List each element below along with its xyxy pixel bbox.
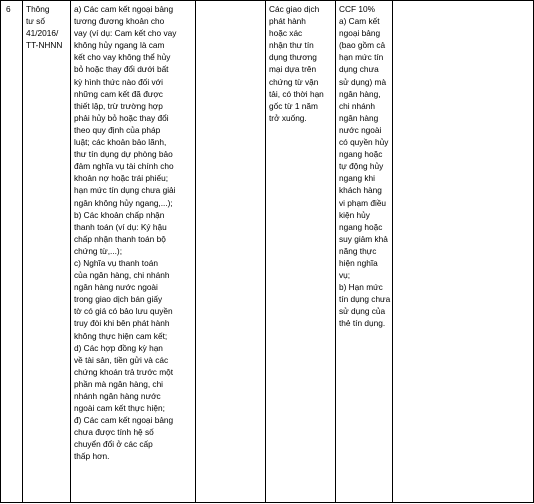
text-line: ngân không hủy ngang,...); xyxy=(74,197,173,208)
text-line: CCF 10% xyxy=(339,4,375,14)
text-line: hiện nghĩa xyxy=(339,257,378,268)
ccf-notes-text xyxy=(339,3,389,330)
text-line: b) Hạn mức xyxy=(339,282,383,293)
text-line: ngân hàng xyxy=(339,112,379,123)
text-line: không thực hiện cam kết; xyxy=(74,330,168,341)
text-line: khách hàng xyxy=(339,185,382,196)
text-line: tư số xyxy=(26,16,45,27)
text-line: ngang hoặc xyxy=(339,221,383,232)
text-line: vay (ví dụ: Cam kết cho vay xyxy=(74,28,177,39)
text-line: phải hủy bỏ hoặc thay đổi xyxy=(74,112,169,123)
text-line: nhận thư tín xyxy=(269,40,314,51)
text-line: về tài sản, tiền gửi và các xyxy=(74,354,169,365)
text-line: ngang khi xyxy=(339,173,375,184)
text-line: vụ; xyxy=(339,270,351,281)
text-line: Thông xyxy=(26,4,50,14)
text-line: Các giao dịch xyxy=(269,4,320,14)
trade-transactions-text xyxy=(269,3,332,124)
table-row xyxy=(1,1,534,503)
text-line: vi phạm điều xyxy=(339,197,387,208)
text-line: kiện hủy xyxy=(339,209,370,220)
off-balance-items-cell xyxy=(71,1,196,503)
text-line: gốc từ 1 năm xyxy=(269,100,318,111)
text-line: tương đương khoản cho xyxy=(74,16,165,27)
stt-number: 6 xyxy=(6,4,11,14)
text-line: tín dụng chưa xyxy=(339,294,391,305)
text-line: chứng từ,...); xyxy=(74,245,122,256)
text-line: năng thực xyxy=(339,245,377,256)
text-line: a) Cam kết xyxy=(339,16,380,27)
text-line: d) Các hợp đồng kỳ hạn xyxy=(74,342,163,353)
text-line: phần mà ngân hàng, chi xyxy=(74,378,164,389)
empty-cell xyxy=(196,1,266,503)
text-line: mại dựa trên xyxy=(269,64,317,75)
text-line: chấp nhận thanh toán bộ xyxy=(74,233,166,244)
text-line: b) Các khoản chấp nhận xyxy=(74,209,165,220)
text-line: trong giao dịch bán giấy xyxy=(74,294,163,305)
text-line: bỏ hoặc thay đổi dưới bất xyxy=(74,64,169,75)
text-line: suy giảm khả xyxy=(339,233,388,244)
text-line: chứng từ vận xyxy=(269,76,319,87)
text-line: ngoài cam kết thực hiện; xyxy=(74,403,165,414)
empty-cell xyxy=(393,1,534,503)
text-line: chứng khoán trả trước một xyxy=(74,366,174,377)
text-line: hạn mức tín xyxy=(339,52,384,63)
text-line: theo quy định của pháp xyxy=(74,124,161,135)
reference-cell xyxy=(23,1,71,503)
text-line: trở xuống. xyxy=(269,112,307,123)
text-line: sử dụng của xyxy=(339,306,386,317)
text-line: chi nhánh xyxy=(339,100,375,111)
off-balance-items-text xyxy=(74,3,192,463)
text-line: của ngân hàng, chi nhánh xyxy=(74,270,170,281)
text-line: chuyển đổi ở các cấp xyxy=(74,439,153,450)
text-line: tự động hủy xyxy=(339,161,384,172)
text-line: thấp hơn. xyxy=(74,451,110,462)
text-line: thư tín dụng dự phòng bảo xyxy=(74,149,173,160)
text-line: thanh toán (ví dụ: Ký hậu xyxy=(74,221,167,232)
text-line: (bao gồm cả xyxy=(339,40,386,51)
text-line: thẻ tín dụng. xyxy=(339,318,386,329)
text-line: TT-NHNN xyxy=(26,40,63,51)
text-line: những cam kết đã được xyxy=(74,88,163,99)
text-line: c) Nghĩa vụ thanh toán xyxy=(74,257,158,268)
text-line: hoặc xác xyxy=(269,28,303,39)
text-line: khoản nợ hoặc trái phiếu; xyxy=(74,173,169,184)
text-line: ngang hoặc xyxy=(339,149,383,160)
text-line: ngoại bảng xyxy=(339,28,381,39)
text-line: nước ngoài xyxy=(339,124,382,135)
trade-transactions-cell xyxy=(266,1,336,503)
text-line: hạn mức tín dụng chưa giải xyxy=(74,185,176,196)
text-line: a) Các cam kết ngoại bảng xyxy=(74,4,174,14)
text-line: kỳ hình thức nào đối với xyxy=(74,76,163,87)
text-line: ngân hàng nước ngoài xyxy=(74,282,158,293)
text-line: dụng chưa xyxy=(339,64,379,75)
text-line: tờ có giá có bảo lưu quyền xyxy=(74,306,173,317)
text-line: tải, có thời hạn xyxy=(269,88,324,99)
stt-cell xyxy=(1,1,23,503)
text-line: phát hành xyxy=(269,16,306,27)
text-line: chưa được tính hệ số xyxy=(74,427,154,438)
ccf-notes-cell xyxy=(336,1,393,503)
reference-text xyxy=(26,3,67,51)
text-line: sử dụng) mà xyxy=(339,76,387,87)
text-line: thiết lập, trừ trường hợp xyxy=(74,100,163,111)
text-line: đ) Các cam kết ngoại bảng xyxy=(74,415,174,426)
text-line: truy đòi khi bên phát hành xyxy=(74,318,170,329)
text-line: có quyền hủy xyxy=(339,137,389,148)
text-line: kết cho vay không thể hủy xyxy=(74,52,171,63)
text-line: dụng thương xyxy=(269,52,317,63)
text-line: không hủy ngang là cam xyxy=(74,40,165,51)
text-line: 41/2016/ xyxy=(26,28,59,39)
text-line: ngân hàng, xyxy=(339,88,381,99)
text-line: đảm nghĩa vụ tài chính cho xyxy=(74,161,174,172)
text-line: luật; các khoản bảo lãnh, xyxy=(74,137,167,148)
text-line: nhánh ngân hàng nước xyxy=(74,391,161,401)
